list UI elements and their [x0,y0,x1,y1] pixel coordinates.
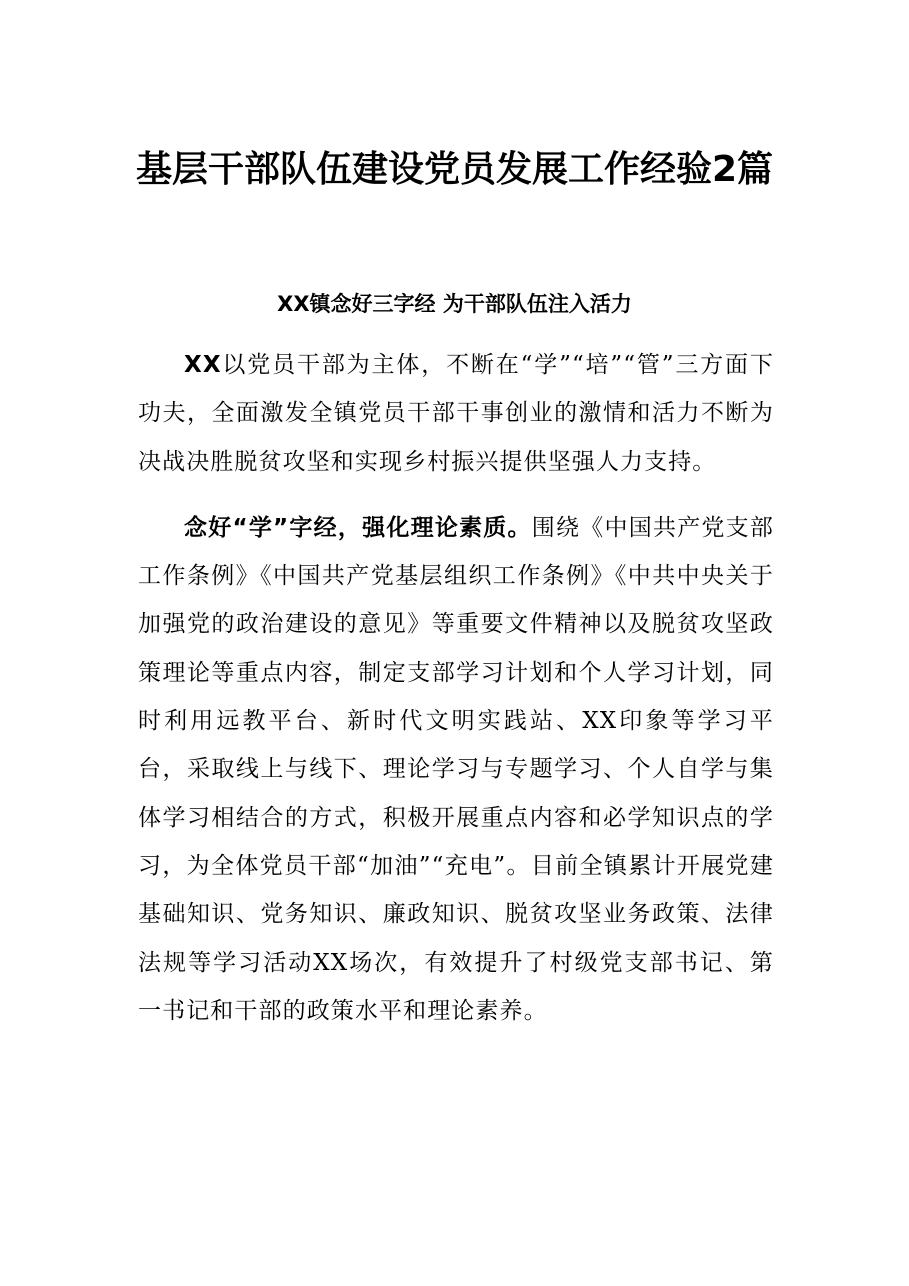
document-title: 基层干部队伍建设党员发展工作经验2篇 [135,149,774,190]
paragraph-study [138,504,774,1035]
document-body [138,341,774,1035]
section-title: XX镇念好三字经 为干部队伍注入活力 [277,292,632,316]
paragraph-intro [138,341,774,486]
paragraph-text: 以党员干部为主体，不断在“学”“培”“管”三方面下功夫，全面激发全镇党员干部干事创业的激情和活力不断为决战决胜脱贫攻坚和实现乡村振兴提供坚强人力支持。 [138,352,774,475]
paragraph-lead: XX [184,352,222,378]
paragraph-text: 围绕《中国共产党支部工作条例》《中国共产党基层组织工作条例》《中共中央关于加强党的政治建设的意见》等重要文件精神以及脱贫攻坚政策理论等重点内容，制定支部学习计划和个人学习计划，同时利用远教平台、新时代文明实践站、XX印象等学习平台，采取线上与线下、理论学习与专题学习、个人自学与集体学习相结合的方式，积极开展重点内容和必学知识点的学习，为全体党员干部“加油”“充电”。目前全镇累计开展党建基础知识、党务知识、廉政知识、脱贫攻坚业务政策、法律法规等学习活动XX场次，有效提升了村级党支部书记、第一书记和干部的政策水平和理论素养。 [138,514,775,1024]
paragraph-lead: 念好“学”字经，强化理论素质。 [184,514,532,541]
